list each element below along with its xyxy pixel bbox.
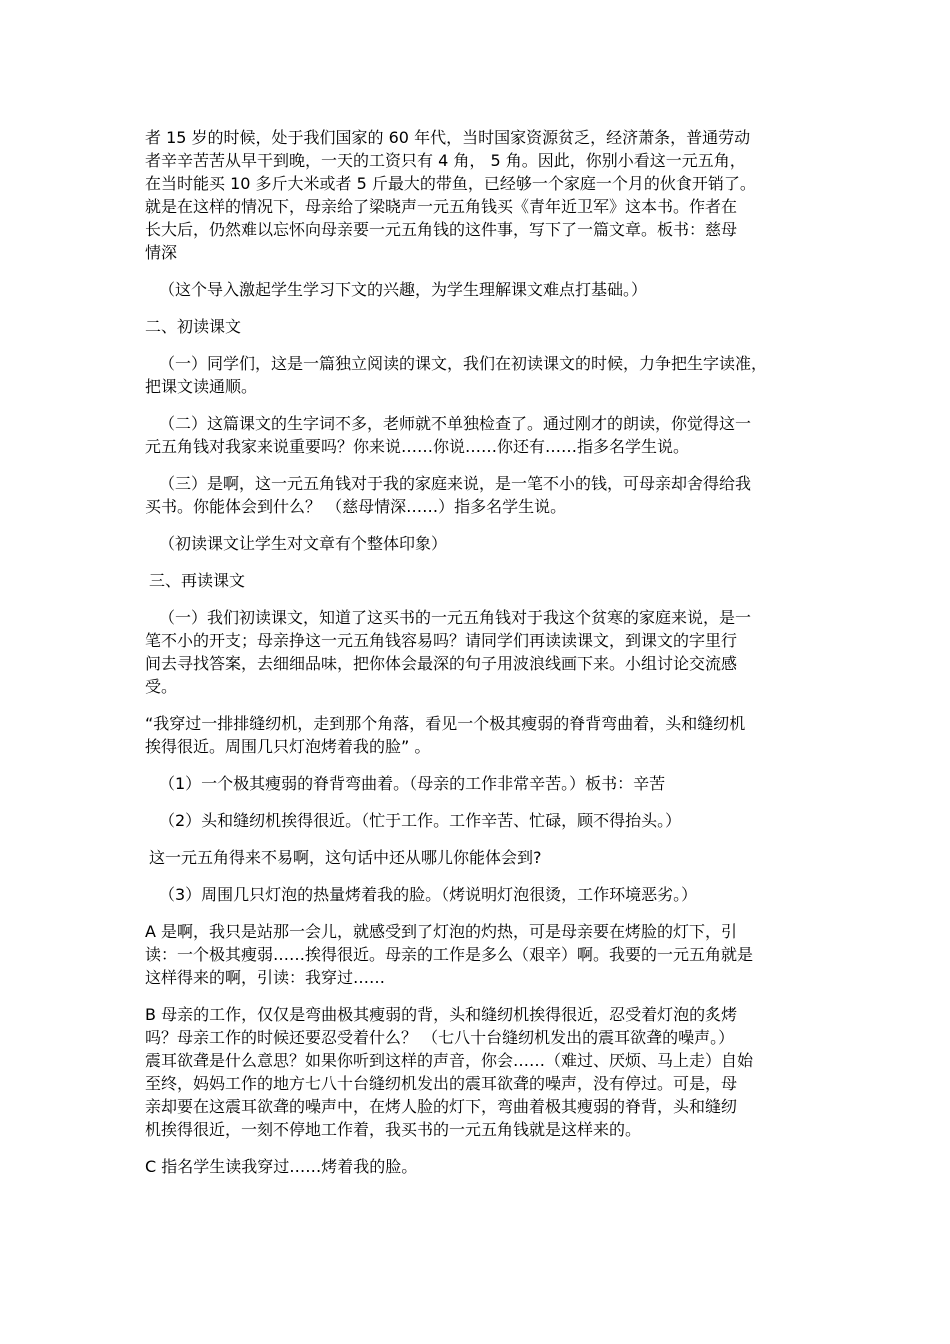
text-line: 受。 — [145, 677, 178, 696]
text-line: C 指名学生读我穿过……烤着我的脸。 — [145, 1157, 418, 1176]
text-line: （1）一个极其瘦弱的脊背弯曲着。（母亲的工作非常辛苦。）板书：辛苦 — [159, 774, 666, 793]
text-line: 亲却要在这震耳欲聋的噪声中，在烤人脸的灯下，弯曲着极其瘦弱的脊背，头和缝纫 — [145, 1097, 738, 1116]
text-line: （3）周围几只灯泡的热量烤着我的脸。（烤说明灯泡很烫，工作环境恶劣。） — [159, 885, 698, 904]
intro-paragraph — [145, 126, 810, 264]
analysis-item — [145, 883, 810, 906]
quoted-passage — [145, 712, 810, 758]
text-line: 挨得很近。周围几只灯泡烤着我的脸” 。 — [145, 737, 431, 756]
text-line: 买书。你能体会到什么？ （慈母情深……）指多名学生说。 — [145, 497, 567, 516]
text-line: 这一元五角得来不易啊，这句话中还从哪儿你能体会到? — [149, 848, 542, 867]
text-line: 三、再读课文 — [149, 571, 246, 590]
text-line: 间去寻找答案，去细细品味，把你体会最深的句子用波浪线画下来。小组讨论交流感 — [145, 654, 738, 673]
teaching-note — [145, 532, 810, 555]
text-line: 把课文读通顺。 — [145, 377, 258, 396]
text-line: 长大后，仍然难以忘怀向母亲要一元五角钱的这件事，写下了一篇文章。板书：慈母 — [145, 220, 738, 239]
text-line: 者辛辛苦苦从早干到晚，一天的工资只有 4 角， 5 角。因此，你别小看这一元五角， — [145, 151, 746, 170]
body-paragraph — [145, 412, 810, 458]
body-paragraph — [145, 920, 810, 989]
text-line: （二）这篇课文的生字词不多，老师就不单独检查了。通过刚才的朗读，你觉得这一 — [159, 414, 752, 433]
text-line: 者 15 岁的时候，处于我们国家的 60 年代，当时国家资源贫乏，经济萧条，普通劳动 — [145, 128, 751, 147]
body-paragraph — [145, 352, 810, 398]
body-paragraph — [145, 1155, 810, 1178]
text-line: B 母亲的工作，仅仅是弯曲极其瘦弱的背，头和缝纫机挨得很近，忍受着灯泡的炙烤 — [145, 1005, 738, 1024]
text-line: 就是在这样的情况下，母亲给了梁晓声一元五角钱买《青年近卫军》这本书。作者在 — [145, 197, 738, 216]
text-line: （一）同学们，这是一篇独立阅读的课文，我们在初读课文的时候，力争把生字读准， — [159, 354, 768, 373]
analysis-item — [145, 772, 810, 795]
text-line: （三）是啊，这一元五角钱对于我的家庭来说，是一笔不小的钱，可母亲却舍得给我 — [159, 474, 752, 493]
text-line: 这样得来的啊，引读：我穿过…… — [145, 968, 386, 987]
text-line: 读：一个极其瘦弱……挨得很近。母亲的工作是多么（艰辛）啊。我要的一元五角就是 — [145, 945, 754, 964]
text-line: 二、初读课文 — [145, 317, 242, 336]
text-line: 震耳欲聋是什么意思？如果你听到这样的声音，你会……（难过、厌烦、马上走）自始 — [145, 1051, 754, 1070]
body-paragraph — [145, 1003, 810, 1141]
question-line — [145, 846, 810, 869]
text-line: 吗？母亲工作的时候还要忍受着什么？ （七八十台缝纫机发出的震耳欲聋的噪声。） — [145, 1028, 735, 1047]
text-line: 元五角钱对我家来说重要吗？你来说……你说……你还有……指多名学生说。 — [145, 437, 690, 456]
text-line: （2）头和缝纫机挨得很近。（忙于工作。工作辛苦、忙碌，顾不得抬头。） — [159, 811, 682, 830]
text-line: 笔不小的开支；母亲挣这一元五角钱容易吗？请同学们再读读课文，到课文的字里行 — [145, 631, 738, 650]
text-line: （一）我们初读课文，知道了这买书的一元五角钱对于我这个贫寒的家庭来说，是一 — [159, 608, 752, 627]
text-line: 在当时能买 10 多斤大米或者 5 斤最大的带鱼，已经够一个家庭一个月的伙食开销了。 — [145, 174, 756, 193]
body-paragraph — [145, 606, 810, 698]
teaching-note — [145, 278, 810, 301]
section-heading — [145, 315, 810, 338]
body-paragraph — [145, 472, 810, 518]
text-line: （这个导入激起学生学习下文的兴趣，为学生理解课文难点打基础。） — [159, 280, 648, 299]
text-line: A 是啊，我只是站那一会儿，就感受到了灯泡的灼热，可是母亲要在烤脸的灯下，引 — [145, 922, 738, 941]
analysis-item — [145, 809, 810, 832]
text-line: 至终，妈妈工作的地方七八十台缝纫机发出的震耳欲聋的噪声，没有停过。可是，母 — [145, 1074, 738, 1093]
text-line: （初读课文让学生对文章有个整体印象） — [159, 534, 448, 553]
section-heading — [145, 569, 810, 592]
text-line: 机挨得很近，一刻不停地工作着，我买书的一元五角钱就是这样来的。 — [145, 1120, 642, 1139]
text-line: 情深 — [145, 243, 178, 262]
text-line: “我穿过一排排缝纫机，走到那个角落，看见一个极其瘦弱的脊背弯曲着，头和缝纫机 — [145, 714, 746, 733]
